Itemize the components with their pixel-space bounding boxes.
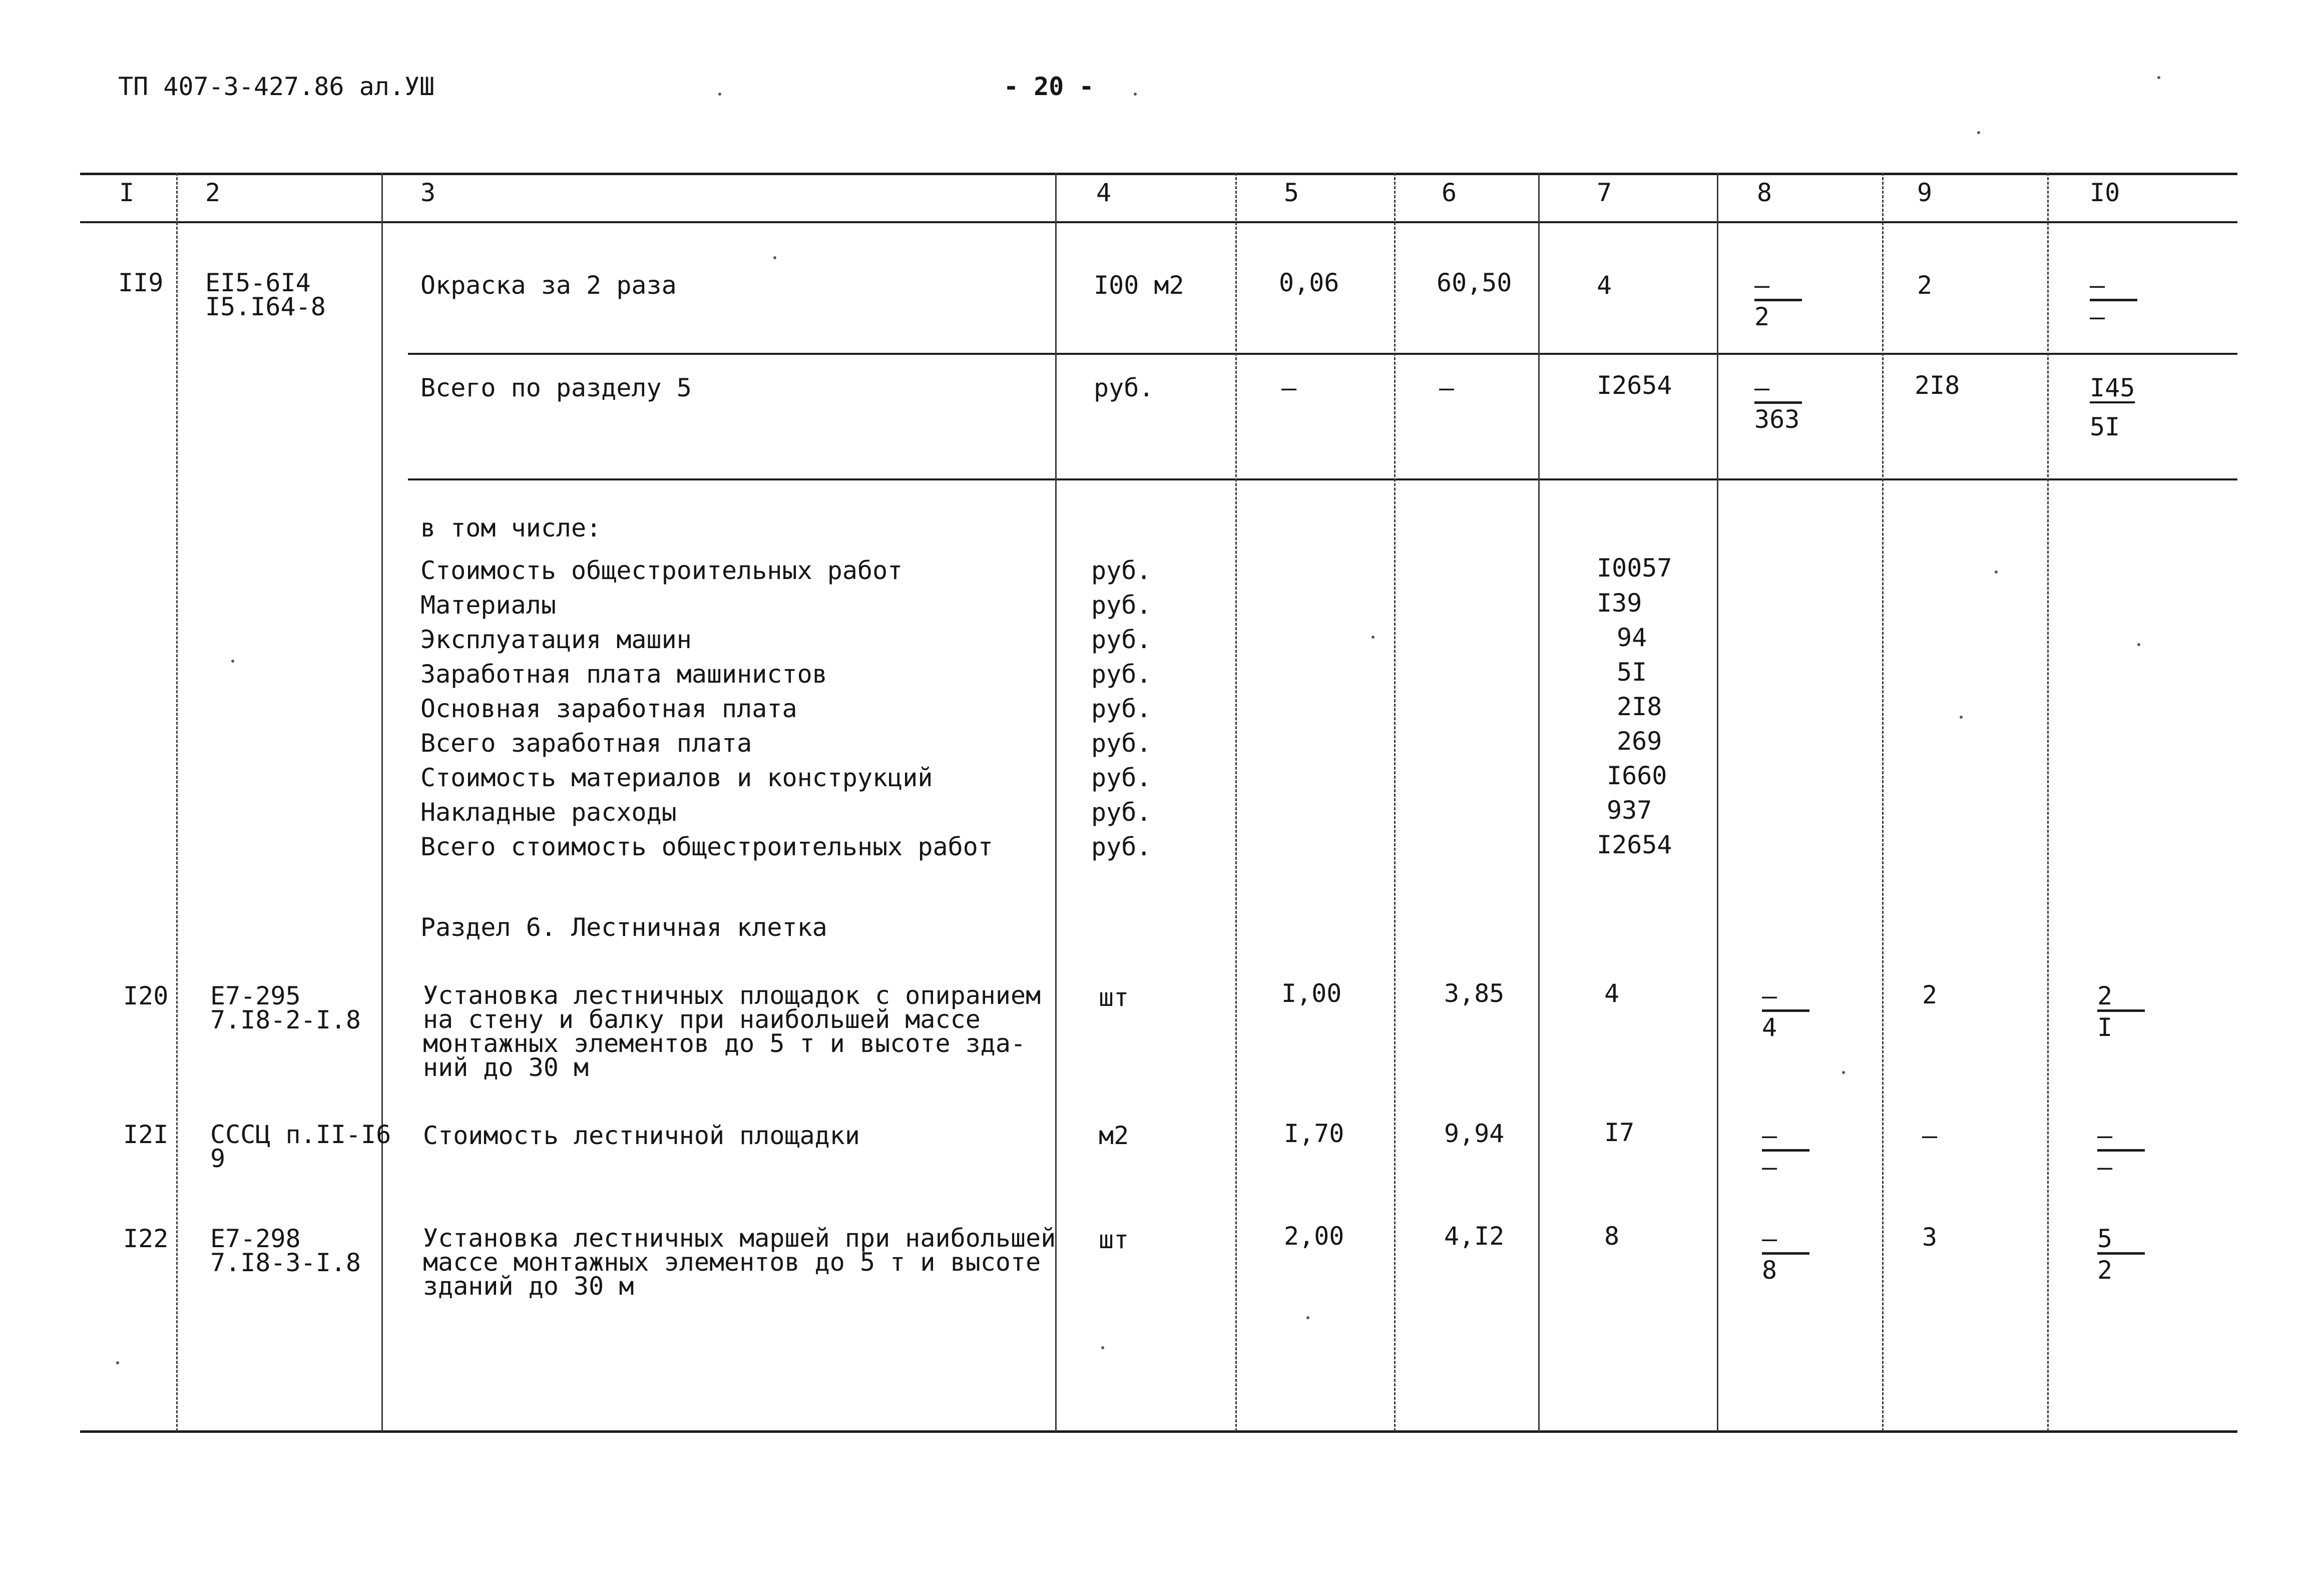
- column-header: 3: [420, 178, 436, 207]
- quantity: 2,00: [1284, 1222, 1344, 1251]
- denominator: 2: [1754, 302, 1770, 331]
- column-header: 6: [1442, 178, 1457, 207]
- scan-speck: [1995, 571, 1998, 574]
- column-header: 7: [1597, 178, 1612, 207]
- unit: шт: [1099, 1225, 1129, 1254]
- row-number: I2I: [123, 1120, 169, 1149]
- breakdown-item-unit: руб.: [1091, 591, 1152, 620]
- breakdown-item-name: Стоимость материалов и конструкций: [420, 763, 933, 792]
- breakdown-item-unit: руб.: [1091, 625, 1152, 654]
- column-header: 8: [1757, 178, 1772, 207]
- denominator: –: [1762, 1153, 1777, 1182]
- scan-speck: [1842, 1071, 1845, 1074]
- row-separator: [408, 478, 2237, 480]
- document-code: ТП 407-3-427.86 ал.УШ: [118, 72, 435, 101]
- numerator: –: [1762, 981, 1777, 1010]
- table-bottom-rule: [80, 1430, 2237, 1433]
- section-total-label: Всего по разделу 5: [420, 373, 692, 402]
- col10-numerator-underlined: I45: [2090, 373, 2135, 402]
- breakdown-item-value: I660: [1607, 761, 1667, 790]
- numerator: 5: [2097, 1224, 2113, 1253]
- norm-code: 9: [210, 1144, 226, 1173]
- breakdown-item-value: I0057: [1597, 554, 1672, 583]
- fraction-col8: [1754, 375, 1809, 432]
- page-number: - 20 -: [1004, 72, 1094, 101]
- col9-value: 2: [1922, 980, 1938, 1009]
- breakdown-item-value: 269: [1617, 727, 1662, 756]
- denominator: 363: [1754, 405, 1800, 434]
- work-name: Установка лестничных маршей при наибольшей массе монтажных элементов до 5 т и высоте зданий до 30 м: [423, 1224, 1056, 1301]
- scan-speck: [231, 660, 234, 663]
- breakdown-item-unit: руб.: [1091, 832, 1152, 861]
- column-divider: [381, 173, 383, 1431]
- unit-price: 3,85: [1444, 979, 1505, 1008]
- norm-code: Е7-295: [210, 981, 301, 1010]
- breakdown-item-name: Стоимость общестроительных работ: [420, 556, 903, 585]
- breakdown-item-unit: руб.: [1091, 694, 1152, 723]
- scan-speck: [1960, 716, 1963, 719]
- unit-price: 60,50: [1437, 268, 1512, 297]
- row-separator: [408, 353, 2237, 355]
- total-cost: 8: [1604, 1222, 1620, 1251]
- breakdown-item-name: Эксплуатация машин: [420, 625, 692, 654]
- table-top-rule: [80, 173, 2237, 175]
- numerator: –: [1754, 373, 1770, 402]
- quantity: I,00: [1281, 979, 1342, 1008]
- norm-code: 7.I8-2-I.8: [210, 1005, 361, 1034]
- work-name: Стоимость лестничной площадки: [423, 1121, 860, 1150]
- norm-code: I5.I64-8: [205, 292, 326, 321]
- breakdown-item-value: I39: [1597, 589, 1642, 618]
- column-divider: [1394, 173, 1396, 1431]
- scan-speck: [1306, 1316, 1309, 1319]
- scan-speck: [2137, 643, 2140, 646]
- fraction-col10: [2097, 1226, 2152, 1283]
- breakdown-item-value: 2I8: [1617, 692, 1662, 721]
- denominator: I: [2097, 1013, 2113, 1042]
- breakdown-item-name: Заработная плата машинистов: [420, 660, 827, 689]
- fraction-col10: [2090, 273, 2145, 329]
- column-header: 2: [205, 178, 221, 207]
- breakdown-item-unit: руб.: [1091, 798, 1152, 827]
- breakdown-item-unit: руб.: [1091, 660, 1152, 689]
- column-divider: [1235, 173, 1237, 1431]
- unit: руб.: [1094, 373, 1154, 402]
- column-header: 5: [1284, 178, 1299, 207]
- breakdown-item-value: 937: [1607, 796, 1652, 825]
- numerator: –: [1754, 271, 1770, 300]
- breakdown-item-name: Материалы: [420, 591, 556, 620]
- denominator: 2: [2097, 1256, 2113, 1285]
- work-name: Установка лестничных площадок с опиранием на стену и балку при наибольшей массе монтажных элементов до 5 т и высоте зда- ний до 30 м: [423, 981, 1041, 1082]
- breakdown-item-unit: руб.: [1091, 729, 1152, 758]
- scan-speck: [718, 93, 721, 96]
- breakdown-item-value: 94: [1617, 623, 1647, 652]
- norm-code: СССЦ п.II-I6: [210, 1120, 391, 1149]
- denominator: –: [2097, 1153, 2113, 1182]
- col9-value: 3: [1922, 1223, 1938, 1252]
- unit: м2: [1099, 1121, 1129, 1150]
- breakdown-item-unit: руб.: [1091, 556, 1152, 585]
- breakdown-item-name: Основная заработная плата: [420, 694, 797, 723]
- fraction-col8: [1762, 1226, 1817, 1283]
- norm-code: Е7-298: [210, 1224, 301, 1253]
- fraction-col10: [2097, 1123, 2152, 1180]
- scan-speck: [116, 1361, 119, 1364]
- breakdown-item-name: Накладные расходы: [420, 798, 677, 827]
- col5-value: –: [1281, 373, 1297, 402]
- scan-speck: [773, 256, 776, 259]
- total-cost: I7: [1604, 1118, 1635, 1147]
- fraction-col8: [1762, 983, 1817, 1040]
- scan-speck: [1371, 636, 1374, 639]
- scan-speck: [1134, 93, 1137, 96]
- total-cost: 4: [1604, 979, 1620, 1008]
- total-cost: 4: [1597, 271, 1612, 300]
- column-divider: [1717, 173, 1718, 1431]
- fraction-col8: [1762, 1123, 1817, 1180]
- column-header: I: [119, 178, 135, 207]
- numerator: –: [2097, 1121, 2113, 1150]
- numerator: –: [1762, 1224, 1777, 1253]
- numerator: –: [1762, 1121, 1777, 1150]
- header-bottom-rule: [80, 221, 2237, 223]
- norm-code: 7.I8-3-I.8: [210, 1248, 361, 1277]
- col6-value: –: [1439, 373, 1455, 402]
- col9-value: –: [1922, 1121, 1938, 1150]
- denominator: 4: [1762, 1013, 1777, 1042]
- numerator: 2: [2097, 981, 2113, 1010]
- section-total-value: I2654: [1597, 371, 1672, 400]
- column-divider: [176, 173, 178, 1431]
- col10-denominator: 5I: [2090, 412, 2120, 441]
- breakdown-item-unit: руб.: [1091, 763, 1152, 792]
- scan-speck: [1977, 131, 1980, 134]
- column-divider: [2047, 173, 2049, 1431]
- breakdown-heading: в том числе:: [420, 513, 602, 543]
- fraction-col10: [2097, 983, 2152, 1040]
- denominator: 8: [1762, 1256, 1777, 1285]
- unit-price: 9,94: [1444, 1119, 1505, 1148]
- breakdown-item-value: 5I: [1617, 658, 1647, 687]
- column-header: 9: [1917, 178, 1933, 207]
- scan-speck: [2157, 76, 2160, 79]
- breakdown-item-name: Всего стоимость общестроительных работ: [420, 832, 993, 861]
- column-header: I0: [2090, 178, 2120, 207]
- col9-value: 2: [1917, 271, 1933, 300]
- denominator: –: [2090, 302, 2105, 331]
- section-title: Раздел 6. Лестничная клетка: [420, 913, 827, 942]
- row-number: I22: [123, 1224, 169, 1253]
- breakdown-item-value: I2654: [1597, 830, 1672, 859]
- quantity: I,70: [1284, 1119, 1344, 1148]
- quantity: 0,06: [1279, 268, 1339, 297]
- column-divider: [1882, 173, 1884, 1431]
- column-divider: [1538, 173, 1540, 1431]
- column-header: 4: [1096, 178, 1112, 207]
- row-number: I20: [123, 981, 169, 1010]
- col9-value: 2I8: [1915, 371, 1960, 400]
- fraction-col8: [1754, 273, 1809, 329]
- scan-speck: [1101, 1346, 1104, 1349]
- breakdown-item-name: Всего заработная плата: [420, 729, 752, 758]
- numerator: –: [2090, 271, 2105, 300]
- unit: шт: [1099, 983, 1129, 1012]
- row-number: II9: [118, 268, 164, 297]
- unit-price: 4,I2: [1444, 1222, 1505, 1251]
- work-name: Окраска за 2 раза: [420, 271, 677, 300]
- norm-code: EI5-6I4: [205, 268, 311, 297]
- unit: I00 м2: [1094, 271, 1184, 300]
